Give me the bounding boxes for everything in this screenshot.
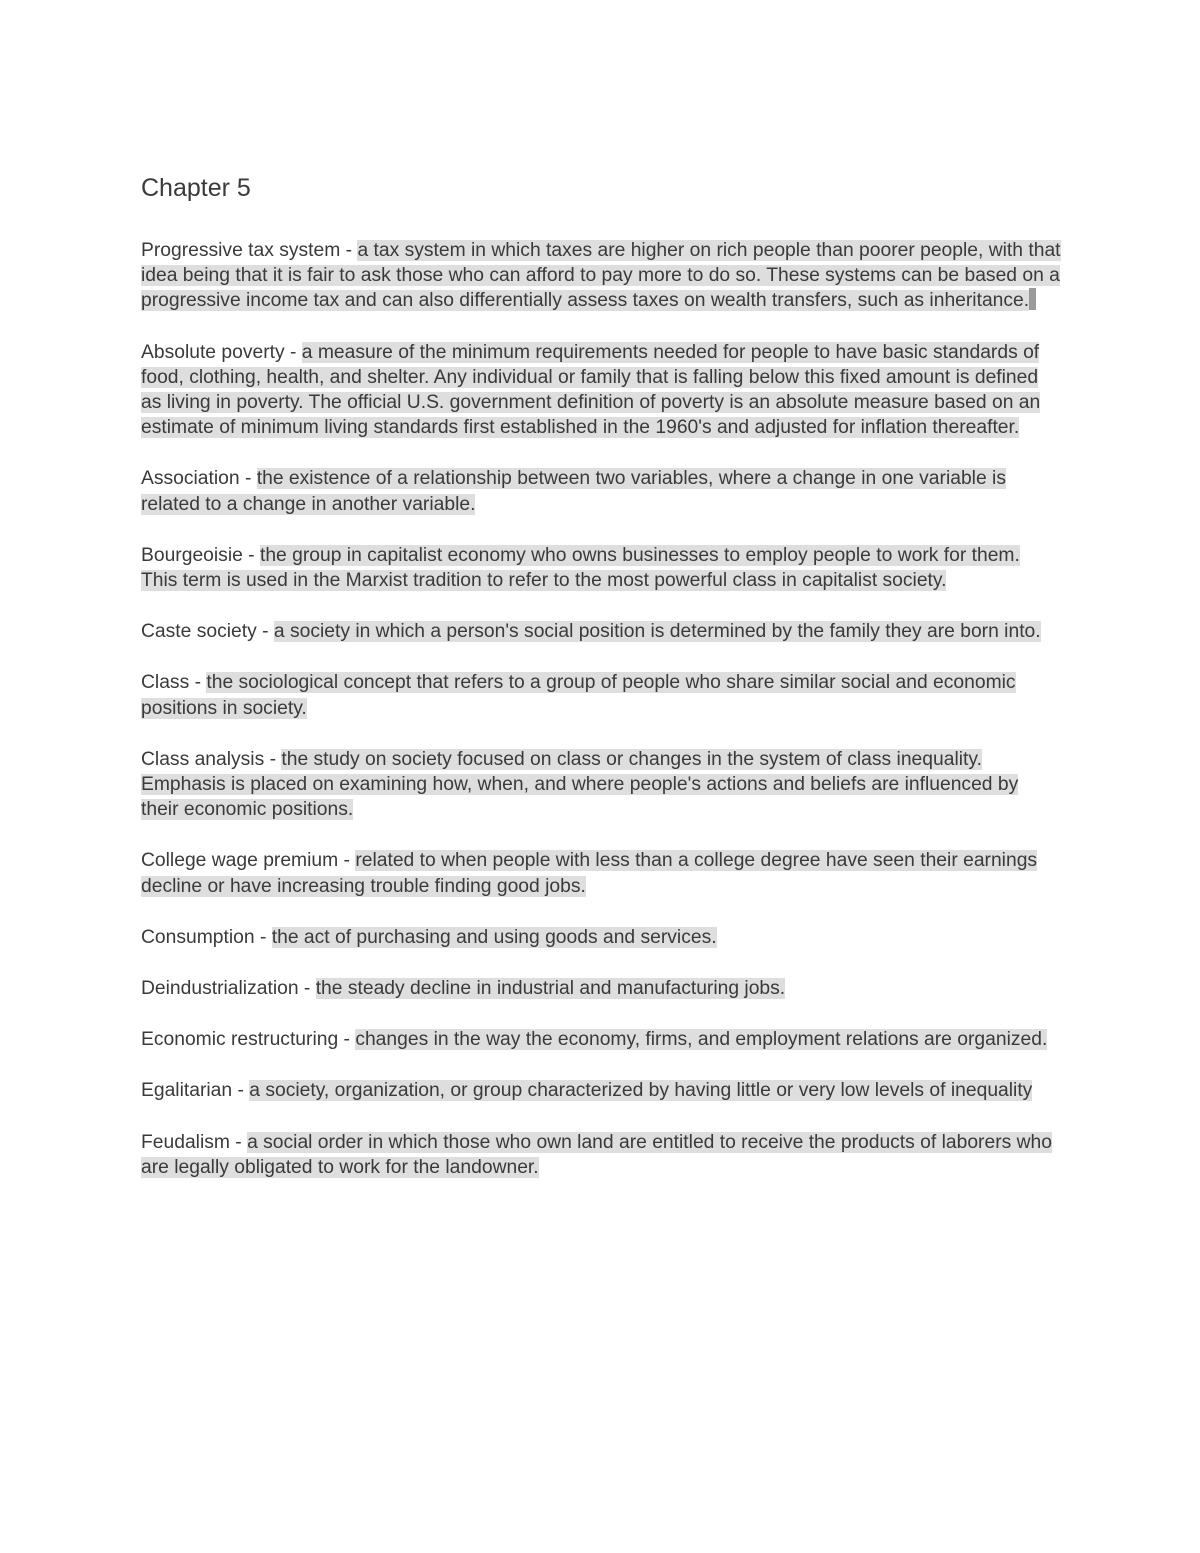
document-body[interactable]: [141, 172, 1061, 1206]
entry-term: Feudalism -: [141, 1131, 248, 1153]
glossary-entry-association: [141, 466, 1061, 516]
entry-definition: a measure of the minimum requirements needed for people to have basic standards of food, clothing, health, and shelter. Any individual or family that is falling below this fixed amount is defined as living in poverty. The official U.S. government definition of poverty is an absolute measure based on an estimate of minimum living standards first established in the 1960's and adjusted for inflation thereafter.: [141, 341, 1041, 439]
glossary-entry-bourgeoisie: [141, 543, 1061, 593]
glossary-entry-progressive-tax-system: [141, 238, 1061, 314]
entry-definition: a society in which a person's social position is determined by the family they are born into.: [273, 621, 1041, 643]
glossary-entry-deindustrialization: [141, 976, 1061, 1001]
entry-definition: the act of purchasing and using goods and services.: [271, 926, 717, 948]
entry-term: Consumption -: [141, 926, 272, 948]
entry-term: Deindustrialization -: [141, 978, 316, 1000]
entry-definition: the study on society focused on class or changes in the system of class inequality. Emphasis is placed on examining how, when, and where people's actions and beliefs are influenced by their economic positions.: [141, 748, 1019, 821]
text-cursor: [1029, 288, 1036, 310]
glossary-entry-class: [141, 670, 1061, 720]
entry-definition: the group in capitalist economy who owns businesses to employ people to work for them. This term is used in the Marxist tradition to refer to the most powerful class in capitalist society.: [141, 544, 1020, 592]
glossary-entry-college-wage-premium: [141, 848, 1061, 898]
entry-definition: changes in the way the economy, firms, and employment relations are organized.: [355, 1029, 1048, 1051]
glossary-entry-egalitarian: [141, 1078, 1061, 1103]
entry-term: Caste society -: [141, 621, 274, 643]
entry-definition: the steady decline in industrial and manufacturing jobs.: [315, 978, 786, 1000]
entry-term: Association -: [141, 468, 257, 490]
entry-term: Bourgeoisie -: [141, 544, 260, 566]
entry-term: Economic restructuring -: [141, 1029, 356, 1051]
entry-definition: a society, organization, or group characterized by having little or very low levels of inequality: [249, 1080, 1033, 1102]
entry-term: Class -: [141, 672, 207, 694]
entry-definition: a social order in which those who own land are entitled to receive the products of laborers who are legally obligated to work for the landowner.: [141, 1131, 1052, 1178]
entry-term: Absolute poverty -: [141, 341, 302, 363]
entry-term: Egalitarian -: [141, 1080, 250, 1102]
entry-definition: a tax system in which taxes are higher on rich people than poorer people, with that idea being that it is fair to ask those who can afford to pay more to do so. These systems can be based on a progressive income tax and can also differentially assess taxes on wealth transfers, such as inheritance.: [141, 240, 1061, 312]
glossary-entry-caste-society: [141, 619, 1061, 644]
entry-term: Progressive tax system -: [141, 240, 358, 261]
glossary-entry-absolute-poverty: [141, 340, 1061, 441]
glossary-entry-economic-restructuring: [141, 1027, 1061, 1052]
glossary-entry-class-analysis: [141, 747, 1061, 823]
entry-definition: the sociological concept that refers to a group of people who share similar social and economic positions in society.: [141, 672, 1016, 719]
entry-term: Class analysis -: [141, 748, 282, 770]
glossary-entry-consumption: [141, 925, 1061, 950]
entry-definition: the existence of a relationship between two variables, where a change in one variable is related to a change in another variable.: [141, 468, 1006, 515]
glossary-entry-feudalism: [141, 1130, 1061, 1180]
entry-term: College wage premium -: [141, 850, 356, 872]
entry-definition: related to when people with less than a college degree have seen their earnings decline or have increasing trouble finding good jobs.: [141, 850, 1038, 897]
chapter-title: Chapter 5: [141, 174, 251, 202]
